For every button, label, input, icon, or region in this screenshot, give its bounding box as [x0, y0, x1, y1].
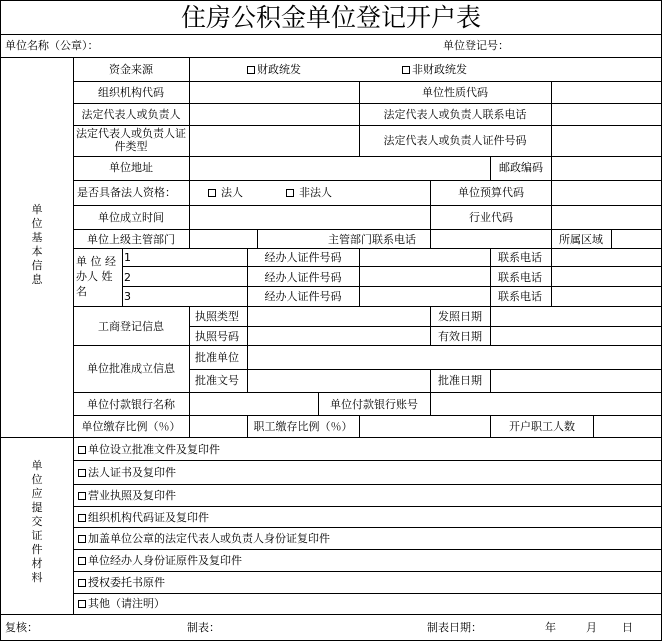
material-item[interactable]: [78, 532, 330, 545]
form-title: 住房公积金单位登记开户表: [180, 3, 482, 32]
materials-section-label: 单位应提交证件材料: [31, 459, 43, 584]
handler-name-label: 单 位 经办人 姓 名: [76, 255, 116, 298]
prepared-date-label: 制表日期：: [427, 621, 482, 634]
legal-status-yes-label: 法人: [221, 186, 243, 199]
material-item[interactable]: [78, 489, 176, 502]
superior-phone-label: 主管部门联系电话: [328, 233, 416, 246]
checkbox-icon[interactable]: [78, 446, 86, 454]
checkbox-icon[interactable]: [78, 514, 86, 522]
fund-source-label: 资金来源: [109, 63, 153, 76]
checkbox-icon[interactable]: [78, 557, 86, 565]
unit-reg-no-label: 单位登记号：: [443, 39, 509, 52]
fund-option-fiscal-label: 财政统发: [257, 63, 301, 76]
material-item-label: 授权委托书原件: [88, 576, 165, 589]
checkbox-icon[interactable]: [78, 579, 86, 587]
unit-ratio-label: 单位缴存比例（％）: [81, 420, 181, 433]
material-item-label: 法人证书及复印件: [88, 466, 176, 479]
material-item-label: 单位经办人身份证原件及复印件: [88, 554, 242, 567]
material-item-label: 营业执照及复印件: [88, 489, 176, 502]
material-item-label: 加盖单位公章的法定代表人或负责人身份证复印件: [88, 532, 330, 545]
legal-status-question: 是否具备法人资格：: [77, 186, 176, 199]
material-item-label: 单位设立批准文件及复印件: [88, 443, 220, 456]
day-label: 日: [622, 621, 633, 634]
unit-nature-label: 单位性质代码: [422, 86, 488, 99]
staff-ratio-label: 职工缴存比例（％）: [253, 420, 353, 433]
legal-status-yes[interactable]: [208, 186, 243, 199]
handler-row-1-no: 1: [124, 251, 131, 264]
material-item[interactable]: [78, 597, 165, 610]
legal-status-no[interactable]: [286, 186, 332, 199]
license-type-label: 执照类型: [195, 310, 239, 323]
postcode-label: 邮政编码: [499, 161, 543, 174]
handler-row-2-phone-label: 联系电话: [498, 271, 542, 284]
legal-id-type-label: 法定代表人或负责人证件类型: [76, 127, 186, 153]
region-label: 所属区域: [559, 233, 603, 246]
handler-row-1-id-label: 经办人证件号码: [264, 251, 342, 264]
fund-option-nonfiscal-label: 非财政统发: [412, 63, 467, 76]
fund-option-fiscal[interactable]: [247, 63, 301, 76]
legal-id-no-label: 法定代表人或负责人证件号码: [383, 134, 527, 147]
material-item[interactable]: [78, 511, 209, 524]
handler-row-3-phone-label: 联系电话: [498, 290, 542, 303]
approval-no-label: 批准文号: [195, 374, 239, 387]
checkbox-icon[interactable]: [78, 600, 86, 608]
legal-rep-label: 法定代表人或负责人: [81, 108, 181, 121]
staff-count-label: 开户职工人数: [509, 420, 575, 433]
approval-info-label: 单位批准成立信息: [87, 362, 175, 375]
checkbox-icon[interactable]: [78, 469, 86, 477]
checkbox-icon[interactable]: [286, 189, 294, 197]
license-no-label: 执照号码: [195, 330, 239, 343]
fund-option-nonfiscal[interactable]: [402, 63, 467, 76]
material-item[interactable]: [78, 466, 176, 479]
material-item[interactable]: [78, 443, 220, 456]
material-item[interactable]: [78, 554, 242, 567]
year-label: 年: [545, 621, 556, 634]
founded-date-label: 单位成立时间: [98, 211, 164, 224]
legal-status-no-label: 非法人: [299, 186, 332, 199]
handler-row-2-id-label: 经办人证件号码: [264, 271, 342, 284]
basic-info-section-label: 单位基本信息: [31, 203, 43, 286]
reviewer-label: 复核：: [5, 621, 38, 634]
issue-date-label: 发照日期: [438, 310, 482, 323]
bank-account-label: 单位付款银行账号: [330, 398, 418, 411]
material-item[interactable]: [78, 576, 165, 589]
approval-unit-label: 批准单位: [195, 351, 239, 364]
budget-code-label: 单位预算代码: [458, 186, 524, 199]
approval-date-label: 批准日期: [438, 374, 482, 387]
business-reg-label: 工商登记信息: [98, 320, 164, 333]
checkbox-icon[interactable]: [402, 66, 410, 74]
handler-row-1-phone-label: 联系电话: [498, 251, 542, 264]
superior-dept-label: 单位上级主管部门: [87, 233, 175, 246]
handler-row-3-id-label: 经办人证件号码: [264, 290, 342, 303]
checkbox-icon[interactable]: [208, 189, 216, 197]
industry-code-label: 行业代码: [469, 211, 513, 224]
checkbox-icon[interactable]: [247, 66, 255, 74]
unit-name-label: 单位名称（公章）：: [5, 39, 99, 52]
checkbox-icon[interactable]: [78, 535, 86, 543]
preparer-label: 制表：: [187, 621, 220, 634]
material-item-label: 其他（请注明）: [88, 597, 165, 610]
material-item-label: 组织机构代码证及复印件: [88, 511, 209, 524]
handler-row-3-no: 3: [124, 290, 131, 303]
org-code-label: 组织机构代码: [98, 86, 164, 99]
handler-row-2-no: 2: [124, 271, 131, 284]
valid-date-label: 有效日期: [438, 330, 482, 343]
checkbox-icon[interactable]: [78, 492, 86, 500]
bank-name-label: 单位付款银行名称: [87, 398, 175, 411]
address-label: 单位地址: [109, 161, 153, 174]
month-label: 月: [586, 621, 597, 634]
legal-rep-phone-label: 法定代表人或负责人联系电话: [383, 108, 527, 121]
